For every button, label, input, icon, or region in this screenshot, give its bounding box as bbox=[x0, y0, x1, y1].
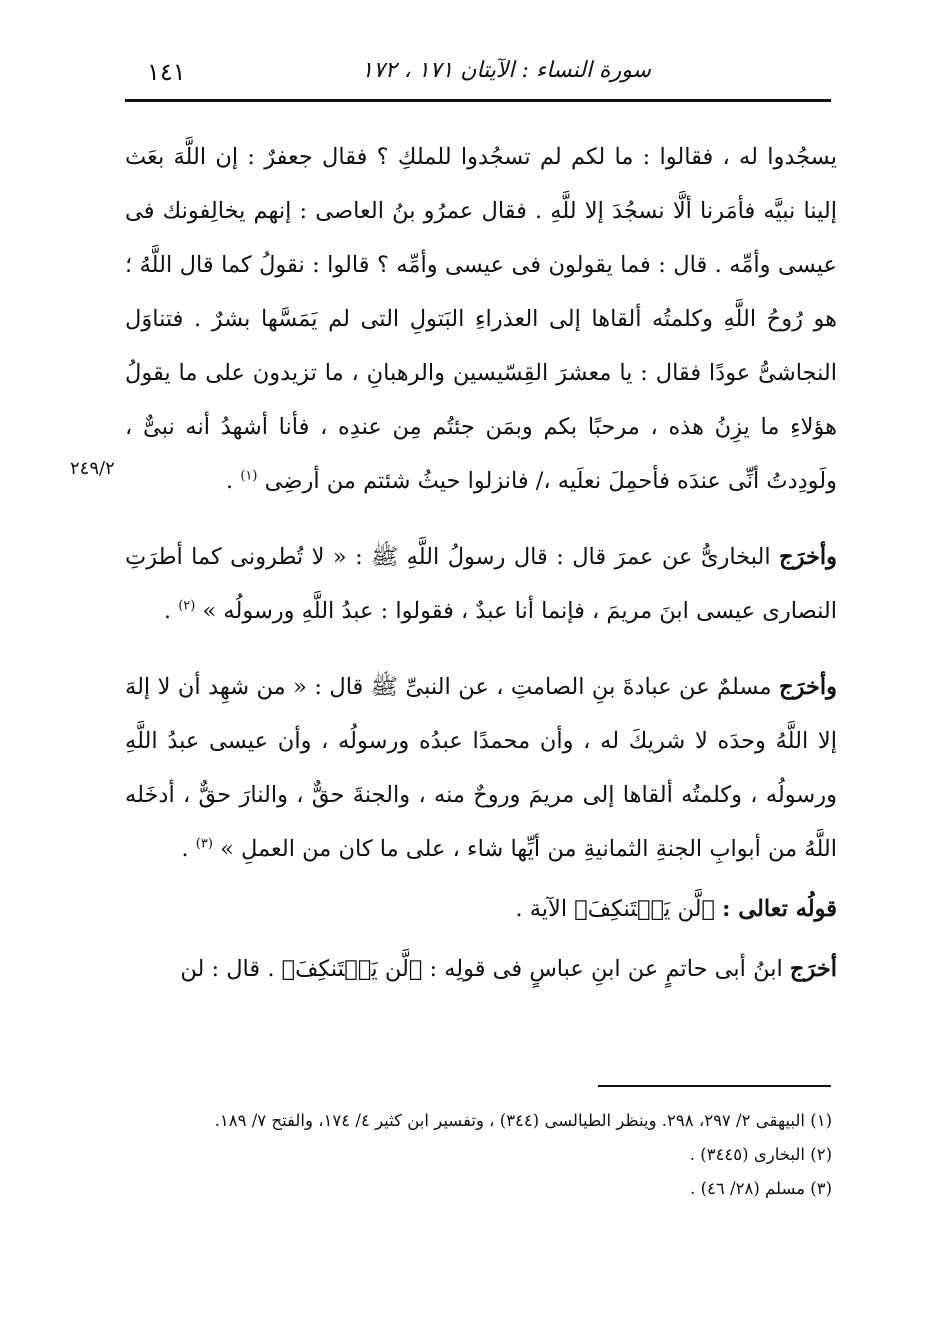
paragraph-2-lead: وأخرَج bbox=[779, 544, 838, 570]
paragraph-4 bbox=[125, 882, 837, 936]
main-text bbox=[125, 130, 837, 996]
end-mark: . bbox=[226, 468, 234, 494]
paragraph-3-text: مسلمٌ عن عبادةَ بنِ الصامتِ ، عن النبىِّ ﷺ قال : « من شهِد أن لا إلهَ إلا اللَّهُ وحدَه لا شريكَ له ، وأن محمدًا عبدُه ورسولُه ، وأن عيسى عبدُ اللَّهِ ورسولُه ، وكلمتُه ألقاها إلى مريمَ وروحٌ منه ، والجنةَ حقٌّ ، والنارَ حقٌّ ، أدخَله اللَّهُ من أبوابِ الجنةِ الثمانيةِ من أيِّها شاء ، على ما كان من العملِ » bbox=[125, 674, 837, 862]
footnote-ref-2: (٢) bbox=[178, 598, 196, 614]
footnote-ref-3: (٣) bbox=[195, 836, 213, 852]
paragraph-4-lead: قولُه تعالى : bbox=[722, 896, 837, 922]
footnote-separator bbox=[598, 1085, 831, 1087]
paragraph-2 bbox=[125, 530, 837, 638]
paragraph-5-text: ابنُ أبى حاتمٍ عن ابنِ عباسٍ فى قولِه : ﴿لَّن يَسۡتَنكِفَ﴾ . قال : لن bbox=[180, 956, 783, 982]
paragraph-3-lead: وأخرَج bbox=[779, 674, 837, 700]
page-number: ١٤١ bbox=[147, 58, 186, 86]
footnote-3: (٣) مسلم (٢٨/ ٤٦) . bbox=[690, 1179, 832, 1198]
paragraph-5 bbox=[125, 942, 837, 996]
running-title: سورة النساء : الآيتان ١٧١ ، ١٧٢ bbox=[361, 58, 651, 83]
paragraph-5-lead: أخرَج bbox=[789, 956, 837, 982]
footnote-1: (١) البيهقى ٢/ ٢٩٧، ٢٩٨. وينظر الطيالسى (٣٤٤) ، وتفسير ابن كثير ٤/ ١٧٤، والفتح ٧/ ١٨٩. bbox=[214, 1111, 832, 1130]
paragraph-1-text: يسجُدوا له ، فقالوا : ما لكم لم تسجُدوا للملكِ ؟ فقال جعفرٌ : إن اللَّهَ بعَث إلينا نبيَّه فأمَرنا ألَّا نسجُدَ إلا للَّهِ . فقال عمرُو بنُ العاصى : إنهم يخالِفونك فى عيسى وأمِّه . قال : فما يقولون فى عيسى وأمِّه ؟ قالوا : نقولُ كما قال اللَّهُ ؛ هو رُوحُ اللَّهِ وكلمتُه ألقاها إلى العذراءِ البَتولِ التى لم يَمَسَّها بشرٌ . فتناوَل النجاشىُّ عودًا فقال : يا معشرَ القِسّيسين والرهبانِ ، ما تزيدون على ما يقولُ هؤلاءِ ما يزِنُ هذه ، مرحبًا بكم وبمَن جئتُم مِن عندِه ، فأنا أشهدُ أنه نبىٌّ ، ولَودِدتُ أنِّى عندَه فأحمِلَ نعلَيه ،/ فانزلوا حيثُ شئتم من أرضِى bbox=[125, 144, 837, 494]
footnotes bbox=[120, 1104, 832, 1206]
header-rule bbox=[125, 99, 831, 102]
footnote-ref-1: (١) bbox=[240, 468, 258, 484]
end-mark: . bbox=[163, 598, 172, 624]
paragraph-3 bbox=[125, 660, 837, 876]
paragraph-4-text: ﴿لَّن يَسۡتَنكِفَ﴾ الآية . bbox=[515, 896, 715, 922]
paragraph-gap bbox=[125, 638, 837, 660]
paragraph-1 bbox=[125, 130, 837, 508]
margin-volume-page-note: ٢٤٩/٢ bbox=[70, 458, 115, 479]
paragraph-2-text: البخارىُّ عن عمرَ قال : قال رسولُ اللَّهِ ﷺ : « لا تُطرونى كما أطرَتِ النصارى عيسى ابنَ مريمَ ، فإنما أنا عبدٌ ، فقولوا : عبدُ اللَّهِ ورسولُه » bbox=[125, 544, 837, 624]
paragraph-gap bbox=[125, 508, 837, 530]
end-mark: . bbox=[181, 836, 189, 862]
footnote-2: (٢) البخارى (٣٤٤٥) . bbox=[689, 1145, 832, 1164]
page-header bbox=[125, 52, 831, 102]
